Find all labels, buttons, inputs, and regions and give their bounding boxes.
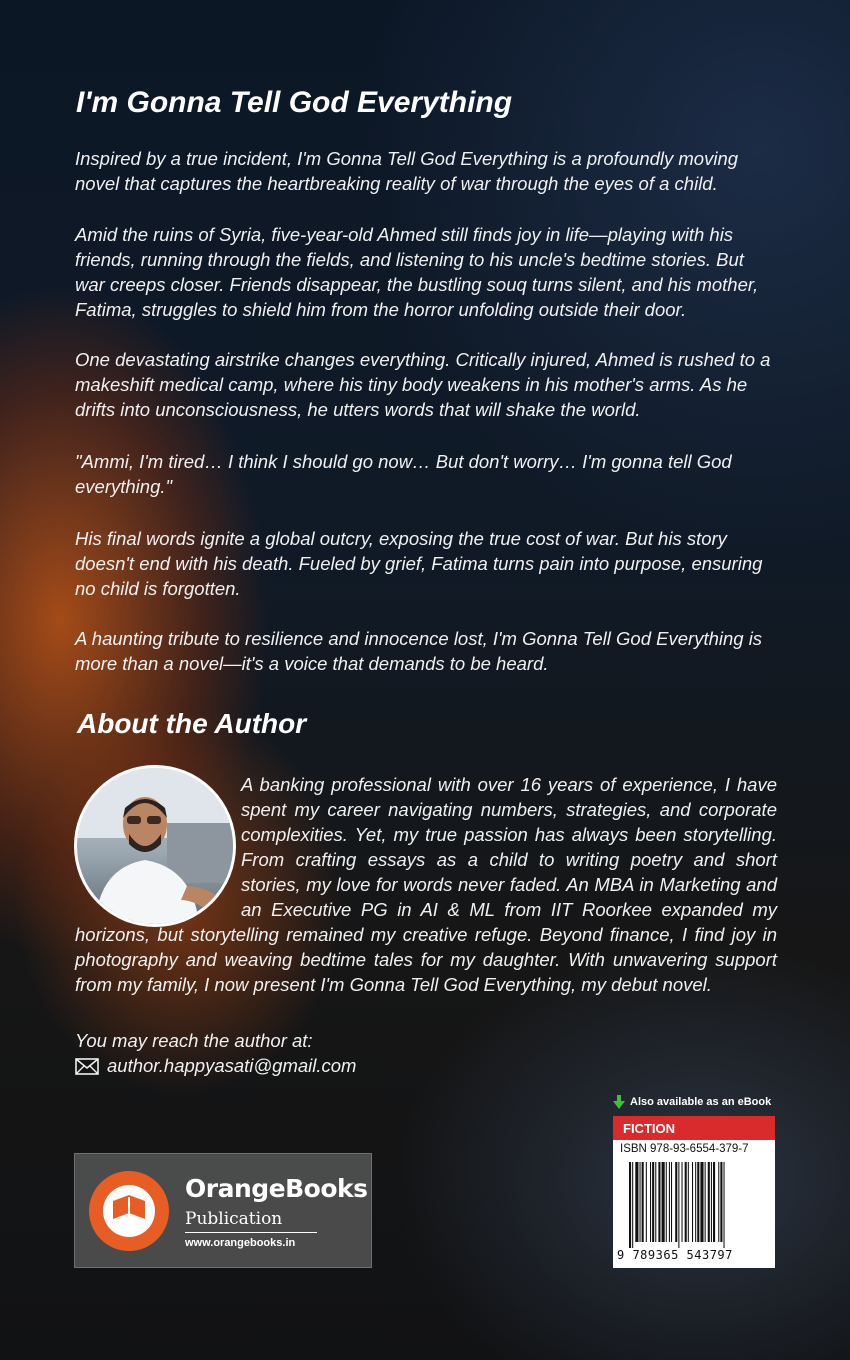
- barcode-bar: [718, 1162, 719, 1242]
- blurb-paragraph-5: His final words ignite a global outcry, exposing the true cost of war. But his story doesn't end with his death. Fueled by grief, Fatima turns pain into purpose, ensuring no child is forgotten.: [75, 528, 763, 599]
- barcode-bar: [675, 1162, 677, 1242]
- publisher-logo: [74, 1153, 372, 1268]
- barcode-bar: [662, 1162, 665, 1242]
- barcode-bar: [632, 1162, 633, 1248]
- author-bio: [75, 772, 777, 997]
- barcode-bar: [646, 1162, 647, 1242]
- genre-badge: FICTION: [613, 1116, 775, 1140]
- barcode-bar: [697, 1162, 699, 1242]
- barcode-bar: [688, 1162, 689, 1242]
- barcode-bar: [669, 1162, 670, 1242]
- barcode-number: 9 789365 543797: [617, 1248, 733, 1262]
- barcode-bar: [652, 1162, 654, 1242]
- author-bio-text: A banking professional with over 16 years of experience, I have spent my career navigating numbers, strategies, and corporate complexities. Yet, my true passion has always been storytelling. From crafting essays as a child to writing poetry and short stories, my love for words never faded. An MBA in Marketing and an Executive PG in AI & ML from IIT Roorkee expanded my horizons, but storytelling remained my creative refuge. Beyond finance, I find joy in photography and weaving bedtime tales for my daughter. With unwavering support from my family, I now present I'm Gonna Tell God Everything, my debut novel.: [75, 774, 777, 995]
- blurb-paragraph-2: Amid the ruins of Syria, five-year-old Ahmed still finds joy in life—playing with his friends, running through the fields, and listening to his uncle's bedtime stories. But war creeps closer. Friends disappear, the bustling souq turns silent, and his mother, Fatima, struggles to shield him from the horror unfolding outside their door.: [75, 224, 759, 320]
- barcode-bars: [629, 1162, 761, 1248]
- barcode-bar: [695, 1162, 696, 1242]
- barcode-bar: [635, 1162, 638, 1242]
- isbn-label: ISBN 978-93-6554-379-7: [620, 1143, 749, 1155]
- mail-icon: [75, 1058, 99, 1075]
- barcode-bar: [666, 1162, 667, 1242]
- blurb-quote: "Ammi, I'm tired… I think I should go now… But don't worry… I'm gonna tell God everything.": [75, 451, 732, 497]
- publisher-emblem-icon: [89, 1171, 169, 1251]
- barcode-bar: [658, 1162, 660, 1242]
- barcode-bar: [700, 1162, 703, 1242]
- about-author-heading: About the Author: [77, 708, 307, 739]
- barcode-bar: [671, 1162, 672, 1242]
- barcode-bar: [682, 1162, 683, 1242]
- ebook-note-text: Also available as an eBook: [630, 1096, 772, 1108]
- reach-author-label: You may reach the author at:: [75, 1030, 313, 1051]
- barcode-bar: [685, 1162, 687, 1242]
- barcode-bar: [692, 1162, 693, 1242]
- barcode-bar: [705, 1162, 706, 1242]
- publisher-subtitle: Publication: [185, 1209, 283, 1229]
- isbn-barcode: [613, 1140, 775, 1268]
- barcode-bar: [640, 1162, 641, 1242]
- barcode-bar: [655, 1162, 656, 1242]
- barcode-bar: [713, 1162, 715, 1242]
- author-email-row[interactable]: [75, 1055, 356, 1077]
- barcode-bar: [650, 1162, 651, 1242]
- barcode-bar: [724, 1162, 725, 1248]
- blurb-paragraph-6: A haunting tribute to resilience and innocence lost, I'm Gonna Tell God Everything is more than a novel—it's a voice that demands to be heard.: [75, 628, 763, 674]
- barcode-bar: [678, 1162, 679, 1248]
- publisher-url: www.orangebooks.in: [185, 1237, 296, 1249]
- blurb-paragraph-1: Inspired by a true incident, I'm Gonna Tell God Everything is a profoundly moving novel that captures the heartbreaking reality of war through the eyes of a child.: [75, 148, 739, 194]
- author-email-link[interactable]: author.happyasati@gmail.com: [107, 1055, 357, 1076]
- book-title: I'm Gonna Tell God Everything: [76, 86, 513, 119]
- barcode-bar: [720, 1162, 722, 1242]
- barcode-bar: [708, 1162, 710, 1242]
- barcode-bar: [642, 1162, 644, 1242]
- download-arrow-icon: [613, 1095, 625, 1109]
- ebook-note: [613, 1095, 771, 1109]
- publisher-divider: [185, 1232, 317, 1233]
- publisher-name: OrangeBooks: [185, 1174, 368, 1203]
- barcode-bar: [629, 1162, 631, 1248]
- barcode-bar: [711, 1162, 712, 1242]
- blurb-paragraph-3: One devastating airstrike changes everything. Critically injured, Ahmed is rushed to a makeshift medical camp, where his tiny body weakens in his mother's arms. As he drifts into unconsciousness, he utters words that will shake the world.: [75, 349, 771, 420]
